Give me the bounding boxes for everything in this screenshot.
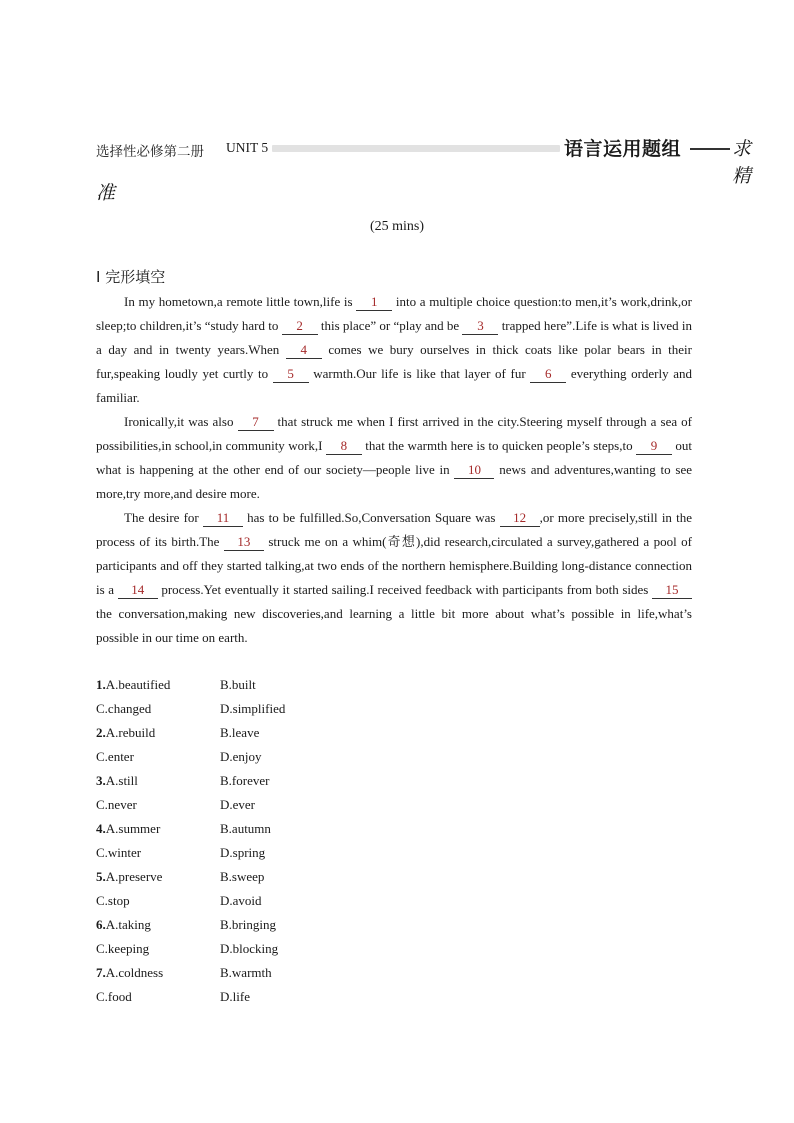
option-row (96, 986, 396, 1010)
answer-blank[interactable]: 6 (530, 366, 566, 383)
option-d[interactable]: D.spring (220, 845, 266, 860)
header-divider-bar (272, 145, 560, 152)
answer-blank[interactable]: 1 (356, 294, 392, 311)
answer-blank[interactable]: 9 (636, 438, 672, 455)
option-c[interactable]: C.enter (96, 749, 134, 764)
answer-blank[interactable]: 10 (454, 462, 494, 479)
unit-label: UNIT 5 (226, 140, 269, 155)
option-b[interactable]: B.autumn (220, 821, 271, 836)
option-b[interactable]: B.built (220, 677, 256, 692)
option-row (96, 938, 396, 962)
option-d[interactable]: D.avoid (220, 893, 262, 908)
option-row (96, 962, 396, 986)
answer-blank[interactable]: 12 (500, 510, 540, 527)
answer-blank[interactable]: 5 (273, 366, 309, 383)
slogan-part2: 准 (96, 183, 116, 204)
option-a[interactable]: 2.A.rebuild (96, 725, 156, 740)
page-title: 语言运用题组 (564, 138, 682, 160)
option-a[interactable]: 5.A.preserve (96, 869, 163, 884)
question-number: 7. (96, 965, 106, 980)
option-row (96, 674, 396, 698)
option-a[interactable]: 4.A.summer (96, 821, 161, 836)
option-d[interactable]: D.life (220, 989, 250, 1004)
question-number: 4. (96, 821, 106, 836)
answer-blank[interactable]: 8 (326, 438, 362, 455)
option-c[interactable]: C.food (96, 989, 132, 1004)
slogan-part1: 求精 (732, 139, 752, 187)
option-a[interactable]: 6.A.taking (96, 917, 151, 932)
option-row (96, 770, 396, 794)
option-c[interactable]: C.keeping (96, 941, 150, 956)
book-subtitle: 选择性必修第二册 (96, 144, 204, 159)
page-header (96, 134, 752, 187)
option-row (96, 746, 396, 770)
option-row (96, 890, 396, 914)
option-c[interactable]: C.never (96, 797, 137, 812)
passage-paragraph: Ironically,it was also 7 that struck me when I first arrived in the city.Steering myself through a sea of possibilities,in school,in community work,I 8 that the warmth here is to quicken people’s steps,to 9 out what is happening at the other end of our society—people live in 10 news and adventures,wanting to see more,try more,and desire more. (96, 414, 692, 501)
option-b[interactable]: B.forever (220, 773, 270, 788)
option-b[interactable]: B.warmth (220, 965, 272, 980)
option-c[interactable]: C.winter (96, 845, 142, 860)
option-a[interactable]: 1.A.beautified (96, 677, 171, 692)
option-d[interactable]: D.blocking (220, 941, 279, 956)
title-dash (690, 148, 730, 150)
option-d[interactable]: D.ever (220, 797, 256, 812)
time-limit: (25 mins) (369, 219, 425, 234)
option-row (96, 722, 396, 746)
option-row (96, 794, 396, 818)
answer-blank[interactable]: 11 (203, 510, 243, 527)
answer-blank[interactable]: 13 (224, 534, 264, 551)
option-row (96, 866, 396, 890)
question-number: 6. (96, 917, 106, 932)
question-number: 5. (96, 869, 106, 884)
answer-blank[interactable]: 7 (238, 414, 274, 431)
question-number: 1. (96, 677, 106, 692)
answer-blank[interactable]: 3 (462, 318, 498, 335)
question-number: 2. (96, 725, 106, 740)
cloze-passage (96, 290, 692, 650)
option-b[interactable]: B.leave (220, 725, 260, 740)
answer-blank[interactable]: 4 (286, 342, 322, 359)
option-row (96, 818, 396, 842)
passage-paragraph: In my hometown,a remote little town,life is 1 into a multiple choice question:to men,it’s work,drink,or sleep;to children,it’s “study hard to 2 this place” or “play and be 3 trapped here”.Life is what is lived in a day and in twenty years.When 4 comes we bury ourselves in thick coats like polar bears in their fur,speaking loudly yet curtly to 5 warmth.Our life is like that layer of fur 6 everything orderly and familiar. (96, 294, 692, 405)
option-row (96, 698, 396, 722)
answer-blank[interactable]: 15 (652, 582, 692, 599)
section-title: Ⅰ 完形填空 (96, 268, 166, 286)
option-d[interactable]: D.simplified (220, 701, 286, 716)
answer-blank[interactable]: 2 (282, 318, 318, 335)
passage-paragraph: The desire for 11 has to be fulfilled.So,Conversation Square was 12 ,or more precisely,still in the process of its birth.The 13 struck me on a whim(奇想),did research,circulated a survey,gathered a pool of participants and off they started talking,at two ends of the northern hemisphere.Building long-distance connection is a 14 process.Yet eventually it started sailing.I received feedback with participants from both sides 15 the conversation,making new discoveries,and learning a little bit more about what’s possible in life,what’s possible in our time on earth. (96, 510, 692, 645)
option-c[interactable]: C.stop (96, 893, 130, 908)
option-a[interactable]: 7.A.coldness (96, 965, 164, 980)
option-a[interactable]: 3.A.still (96, 773, 138, 788)
question-options (96, 674, 396, 1010)
answer-blank[interactable]: 14 (118, 582, 158, 599)
option-c[interactable]: C.changed (96, 701, 152, 716)
option-b[interactable]: B.sweep (220, 869, 265, 884)
option-d[interactable]: D.enjoy (220, 749, 262, 764)
option-row (96, 842, 396, 866)
question-number: 3. (96, 773, 106, 788)
option-b[interactable]: B.bringing (220, 917, 276, 932)
option-row (96, 914, 396, 938)
